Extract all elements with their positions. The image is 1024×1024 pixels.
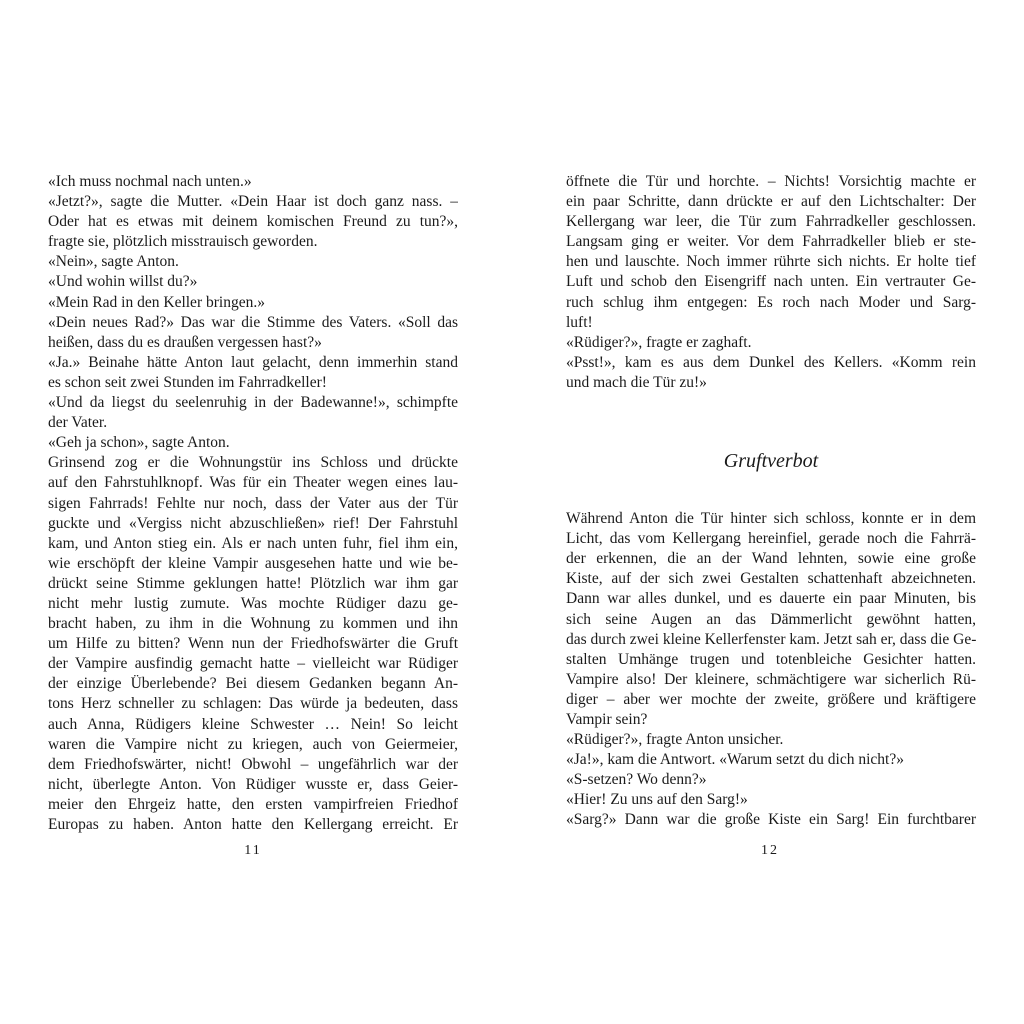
right-page-text-top <box>566 172 976 393</box>
text-line: meier den Ehrgeiz hatte, den ersten vampirfreien Friedhof <box>48 795 458 813</box>
text-line: «Ich muss nochmal nach unten.» <box>48 173 252 190</box>
text-line: «Ja!», kam die Antwort. «Warum setzt du dich nicht?» <box>566 751 904 769</box>
text-line: «Dein neues Rad?» Das war die Stimme des Vaters. «Soll das <box>48 313 458 331</box>
text-line: ein paar Schritte, dann drückte er auf den Lichtschalter: Der <box>566 193 976 211</box>
text-line: der Vater. <box>48 414 108 432</box>
text-line: Dann war alles dunkel, und es dauerte ein paar Minuten, bis <box>566 590 976 608</box>
text-line: wie erschöpft der kleine Vampir ausgesehen hatte und wie be- <box>48 554 458 572</box>
text-line: der erkennen, die an der Wand lehnten, sowie eine große <box>566 550 976 568</box>
text-line: auch Anna, Rüdigers kleine Schwester … Nein! So leicht <box>48 715 458 733</box>
text-line: und mach die Tür zu!» <box>566 373 707 391</box>
text-line: der Vampire ausfindig gemacht hatte – vielleicht war Rüdiger <box>48 655 458 673</box>
text-line: «Nein», sagte Anton. <box>48 253 179 271</box>
text-line: ruch schlug ihm entgegen: Es roch nach Moder und Sarg- <box>566 293 976 311</box>
text-line: «Mein Rad in den Keller bringen.» <box>48 293 265 311</box>
left-page <box>48 172 458 835</box>
text-line: um Hilfe zu bitten? Wenn nun der Friedhofswärter die Gruft <box>48 635 458 653</box>
text-line: waren die Vampire nicht zu kriegen, auch von Geiermeier, <box>48 735 458 753</box>
text-line: öffnete die Tür und horchte. – Nichts! Vorsichtig machte er <box>566 173 976 190</box>
text-line: Oder hat es etwas mit deinem komischen Freund zu tun?», <box>48 213 458 231</box>
text-line: «Psst!», kam es aus dem Dunkel des Kellers. «Komm rein <box>566 353 976 371</box>
text-line: Vampir sein? <box>566 710 648 728</box>
text-line: luft! <box>566 313 593 331</box>
text-line: Luft und schob den Eisengriff nach unten. Ein vertrauter Ge- <box>566 273 976 291</box>
text-line: «Geh ja schon», sagte Anton. <box>48 434 230 452</box>
text-line: Grinsend zog er die Wohnungstür ins Schloss und drückte <box>48 454 458 472</box>
text-line: bracht haben, zu ihm in die Wohnung zu kommen und ihn <box>48 615 458 633</box>
chapter-title: Gruftverbot <box>723 450 819 473</box>
text-line: Während Anton die Tür hinter sich schloss, konnte er in dem <box>566 510 976 528</box>
text-line: auf den Fahrstuhlknopf. Was für ein Theater wegen eines lau- <box>48 474 458 492</box>
text-line: Kellergang war leer, die Tür zum Fahrradkeller geschlossen. <box>566 213 976 231</box>
text-line: sich seine Augen an das Dämmerlicht gewöhnt hatten, <box>566 610 976 628</box>
text-line: fragte sie, plötzlich misstrauisch geworden. <box>48 233 318 251</box>
text-line: drückt seine Stimme geklungen hatte! Plötzlich war ihm gar <box>48 574 458 592</box>
text-line: kam, und Anton stieg ein. Als er nach unten fuhr, fiel ihm ein, <box>48 534 458 552</box>
text-line: «Jetzt?», sagte die Mutter. «Dein Haar ist doch ganz nass. – <box>48 193 458 211</box>
left-page-text <box>48 172 458 835</box>
text-line: «Hier! Zu uns auf den Sarg!» <box>566 791 748 809</box>
text-line: guckte und «Vergiss nicht abzuschließen» rief! Der Fahrstuhl <box>48 514 458 532</box>
text-line: Langsam ging er weiter. Vor dem Fahrradkeller blieb er ste- <box>566 233 976 251</box>
text-line: heißen, dass du es draußen vergessen hast?» <box>48 333 322 351</box>
text-line: Europas zu haben. Anton hatte den Kellergang erreicht. Er <box>48 816 458 833</box>
text-line: stalten Umhänge trugen und totenbleiche Gesichter hatten. <box>566 650 976 668</box>
right-page <box>566 172 976 831</box>
text-line: das durch zwei kleine Kellerfenster kam. Jetzt sah er, dass die Ge- <box>566 630 976 648</box>
text-line: «Ja.» Beinahe hätte Anton laut gelacht, denn immerhin stand <box>48 353 458 371</box>
text-line: sigen Fahrrads! Fehlte nur noch, dass der Vater aus der Tür <box>48 494 458 512</box>
text-line: nicht, überlegte Anton. Von Rüdiger wusste er, dass Geier- <box>48 775 458 793</box>
text-line: dem Friedhofswärter, nicht! Obwohl – ungefährlich war der <box>48 755 458 773</box>
right-page-text-bottom <box>566 509 976 831</box>
text-line: Licht, das vom Kellergang hereinfiel, gerade noch die Fahrrä- <box>566 530 976 548</box>
text-line: hen und lauschte. Noch immer rührte sich nichts. Er holte tief <box>566 253 976 271</box>
text-line: «Rüdiger?», fragte er zaghaft. <box>566 333 752 351</box>
page-number-right: 12 <box>761 843 779 858</box>
text-line: «S-setzen? Wo denn?» <box>566 771 707 789</box>
text-line: «Und da liegst du seelenruhig in der Badewanne!», schimpfte <box>48 394 458 412</box>
text-line: «Und wohin willst du?» <box>48 273 198 291</box>
text-line: nicht mehr lustig zumute. Was mochte Rüdiger dazu ge- <box>48 594 458 612</box>
text-line: Kiste, auf der sich zwei Gestalten schattenhaft abzeichneten. <box>566 570 976 588</box>
text-line: es schon seit zwei Stunden im Fahrradkeller! <box>48 373 327 391</box>
text-line: diger – aber wer mochte der zweite, größere und kräftigere <box>566 690 976 708</box>
text-line: der einzige Überlebende? Bei diesem Gedanken begann An- <box>48 675 458 693</box>
page-number-left: 11 <box>244 843 262 858</box>
text-line: Vampire also! Der kleinere, schmächtigere war sicherlich Rü- <box>566 670 976 688</box>
text-line: «Rüdiger?», fragte Anton unsicher. <box>566 731 784 749</box>
text-line: «Sarg?» Dann war die große Kiste ein Sarg! Ein furchtbarer <box>566 811 976 829</box>
text-line: tons Herz schneller zu schlagen: Das würde ja bedeuten, dass <box>48 695 458 713</box>
